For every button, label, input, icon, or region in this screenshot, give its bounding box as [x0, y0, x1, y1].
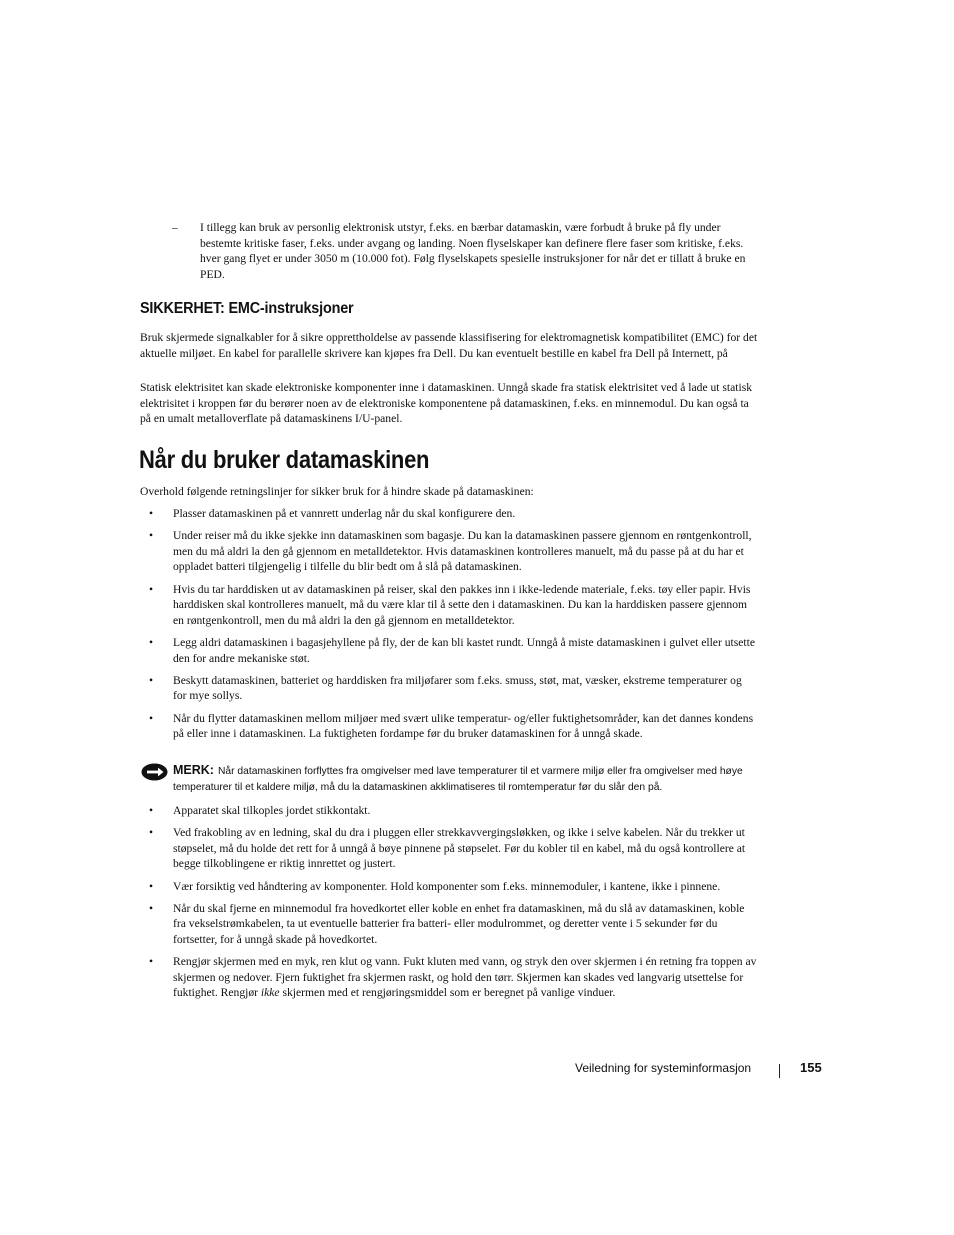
list-item-text: Hvis du tar harddisken ut av datamaskinen på reiser, skal den pakkes inn i ikke-ledende materiale, f.eks. tøy eller papir. Hvis harddisken skal kontrolleres manuelt, må du være klar til å sette den i datamaskinen. Du kan la harddisken passere gjennom en røntgenkontroll, men du må aldri la den gå gjennom en metalldetektor. — [173, 582, 751, 627]
note-text: Når datamaskinen forflyttes fra omgivelser med lave temperaturer til et varmere miljø eller fra omgivelser med høye temperaturer til et kaldere miljø, må du la datamaskinen akklimatiseres til romtemperatur før du slår den på. — [173, 766, 743, 794]
note-label: MERK: — [173, 763, 214, 777]
note-callout — [140, 762, 760, 796]
bullet-marker: • — [149, 507, 154, 520]
list-item-text: Beskytt datamaskinen, batteriet og harddisken fra miljøfarer som f.eks. smuss, støt, mat, væsker, ekstreme temperaturer og for mye sollys. — [173, 673, 742, 703]
dash-marker: – — [172, 221, 178, 234]
emc-paragraph-cables: Bruk skjermede signalkabler for å sikre opprettholdelse av passende klassifisering for elektromagnetisk kompatibilitet (EMC) for det aktuelle miljøet. En kabel for parallelle skrivere kan kjøpes fra Dell. Du kan eventuelt bestille en kabel fra Dell på Internett, på — [140, 331, 758, 360]
list-item — [140, 582, 758, 629]
bullet-marker: • — [149, 901, 154, 915]
list-item — [140, 901, 758, 948]
dash-item-text: I tillegg kan bruk av personlig elektronisk utstyr, f.eks. en bærbar datamaskin, være forbudt å bruke på fly under bestemte kritiske faser, f.eks. under avgang og landing. Noen flyselskaper kan definere flere faser som kritiske, f.eks. hver gang flyet er under 3050 m (10.000 fot). Følg flyselskapets spesielle instruksjoner for når det er tillatt å bruke en PED. — [200, 221, 746, 281]
bullet-marker: • — [149, 879, 154, 893]
page-number: 155 — [800, 1060, 822, 1075]
bullet-marker: • — [149, 673, 154, 687]
list-item — [140, 528, 758, 575]
bullet-marker: • — [149, 711, 154, 725]
page-title: Når du bruker datamaskinen — [139, 446, 430, 474]
bullet-marker: • — [149, 804, 154, 817]
bullet-marker: • — [149, 635, 154, 649]
bullet-marker: • — [149, 582, 154, 596]
list-item — [140, 506, 758, 522]
section-heading-emc: SIKKERHET: EMC-instruksjoner — [140, 300, 354, 317]
bullet-marker: • — [149, 529, 154, 543]
list-item — [140, 954, 758, 1001]
list-item — [140, 825, 758, 872]
list-item-text-emphasis: ikke — [260, 986, 280, 1000]
list-item-text: Vær forsiktig ved håndtering av komponenter. Hold komponenter som f.eks. minnemoduler, i kantene, ikke i pinnene. — [173, 879, 721, 893]
list-item-text: Ved frakobling av en ledning, skal du dra i pluggen eller strekkavvergingsløkken, og ikke i selve kabelen. Når du trekker ut støpselet, må du holde det rett for å unngå å bøye pinnene på støpselet. Før du kobler til en kabel, må du også kontrollere at begge tilkoblingene er riktig innrettet og justert. — [173, 826, 746, 871]
list-item — [140, 879, 758, 895]
bullet-marker: • — [149, 955, 154, 969]
list-item — [140, 803, 758, 819]
list-item-text: Plasser datamaskinen på et vannrett underlag når du skal konfigurere den. — [173, 507, 516, 520]
list-item-text: Når du skal fjerne en minnemodul fra hovedkortet eller koble en enhet fra datamaskinen, må du slå av datamaskinen, koble fra vekselstrømkabelen, ta ut eventuelle batterier fra batteri- eller modulrommet, og deretter vente i 5 sekunder før du fortsetter, for å unngå skade på hovedkortet. — [173, 901, 745, 946]
list-item-text: Under reiser må du ikke sjekke inn datamaskinen som bagasje. Du kan la datamaskinen passere gjennom en røntgenkontroll, men du må aldri la den gå gjennom en metalldetektor. Hvis datamaskinen kontrolleres manuelt, må du passe på at du har et oppladet batteri tilgjengelig i tilfelle du blir bedt om å slå på datamaskinen. — [173, 529, 752, 574]
note-icon — [141, 763, 168, 781]
bullet-marker: • — [149, 826, 154, 840]
footer-title: Veiledning for systeminformasjon — [575, 1061, 752, 1075]
list-item — [140, 673, 758, 704]
list-item — [140, 711, 758, 742]
list-item-text-before: Rengjør skjermen med en myk, ren klut og vann. Fukt kluten med vann, og stryk den over skjermen i én retning fra toppen av skjermen og nedover. Fjern fuktighet fra skjermen raskt, og hold den tørr. Skjermen kan skades ved langvarig utsettelse for fuktighet. Rengjør — [173, 955, 757, 1000]
footer-divider — [779, 1064, 780, 1078]
list-item — [140, 635, 758, 666]
list-item-text: Apparatet skal tilkoples jordet stikkontakt. — [173, 804, 371, 817]
list-item-text: Legg aldri datamaskinen i bagasjehyllene på fly, der de kan bli kastet rundt. Unngå å miste datamaskinen i gulvet eller utsette den for andre mekaniske støt. — [173, 635, 755, 665]
emc-paragraph-static: Statisk elektrisitet kan skade elektroniske komponenter inne i datamaskinen. Unngå skade fra statisk elektrisitet ved å lade ut statisk elektrisitet i kroppen før du berører noen av de elektroniske komponentene på datamaskinen, f.eks. en minnemodul. Du kan også ta på en umalt metalloverflate på datamaskinens I/U-panel. — [140, 381, 753, 426]
list-item-text-after: skjermen med et rengjøringsmiddel som er beregnet på vanlige vinduer. — [282, 986, 616, 1000]
list-item-text: Når du flytter datamaskinen mellom miljøer med svært ulike temperatur- og/eller fuktighetsområder, kan det dannes kondens på eller inne i datamaskinen. La fuktigheten fordampe før du bruker datamaskinen for å unngå skade. — [173, 711, 754, 741]
usage-intro: Overhold følgende retningslinjer for sikker bruk for å hindre skade på datamaskinen: — [140, 485, 534, 498]
bullet-list-top — [140, 506, 758, 748]
bullet-list-bottom — [140, 803, 758, 1008]
